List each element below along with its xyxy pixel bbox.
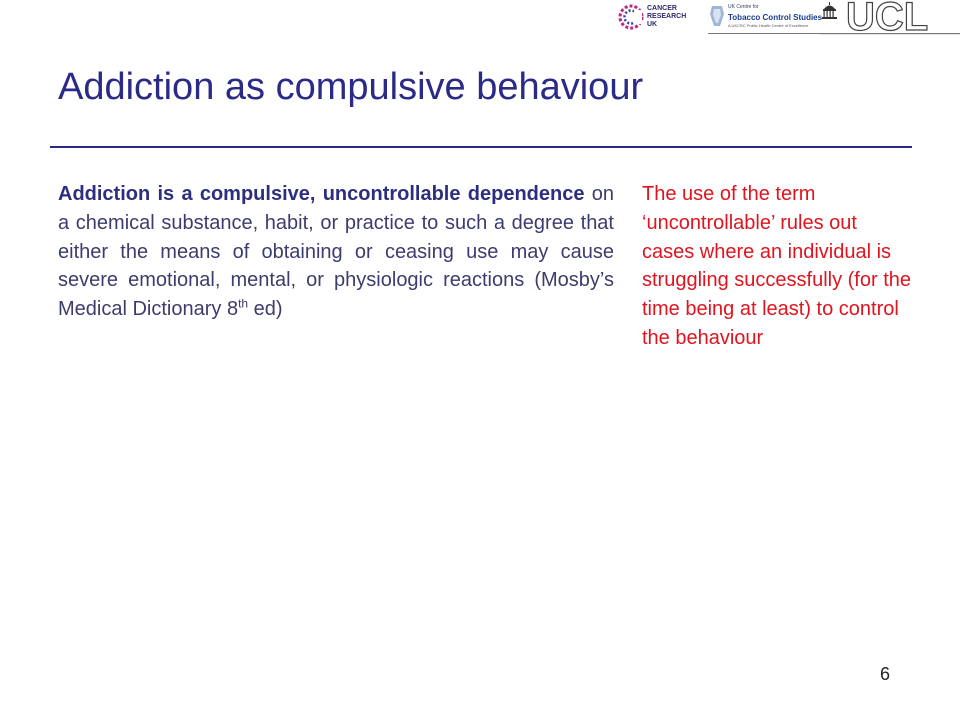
definition-body: on a chemical substance, habit, or practice to such a degree that either the means of obtaining or ceasing use may cause severe emotional, mental, or physiologic reactions (Mosby’s Medical Dictionary 8 bbox=[58, 183, 614, 321]
cruk-line-3: UK bbox=[647, 21, 658, 28]
tobacco-control-icon bbox=[708, 4, 726, 28]
uncontrollable-note: The use of the term ‘uncontrollable’ rules out cases where an individual is struggling successfully (for the time being at least) to control the behaviour bbox=[642, 183, 912, 349]
slide-title: Addiction as compulsive behaviour bbox=[58, 66, 644, 108]
partner-logos bbox=[600, 0, 960, 40]
ucl-logo bbox=[820, 0, 960, 40]
cancer-research-uk-icon bbox=[616, 2, 646, 32]
uktcs-main-text: Tobacco Control Studies bbox=[728, 13, 823, 22]
cancer-research-uk-logo bbox=[616, 2, 716, 32]
addiction-definition bbox=[58, 180, 614, 324]
cruk-line-2: RESEARCH bbox=[647, 13, 687, 20]
ucl-wordmark: UCL bbox=[846, 0, 929, 39]
title-underline bbox=[50, 146, 912, 148]
uktcs-small-text: UK Centre for bbox=[728, 4, 759, 10]
uk-tobacco-control-studies-logo bbox=[708, 0, 823, 34]
definition-end: ed) bbox=[248, 298, 283, 321]
uktcs-sub-text: A UKCRC Public Health Centre of Excellence bbox=[728, 23, 809, 28]
edition-superscript: th bbox=[238, 296, 249, 311]
page-number: 6 bbox=[880, 664, 891, 684]
definition-bold-term: Addiction is a compulsive, uncontrollable dependence bbox=[58, 183, 585, 205]
ucl-portico-icon bbox=[822, 2, 837, 19]
cruk-line-1: CANCER bbox=[647, 5, 677, 12]
